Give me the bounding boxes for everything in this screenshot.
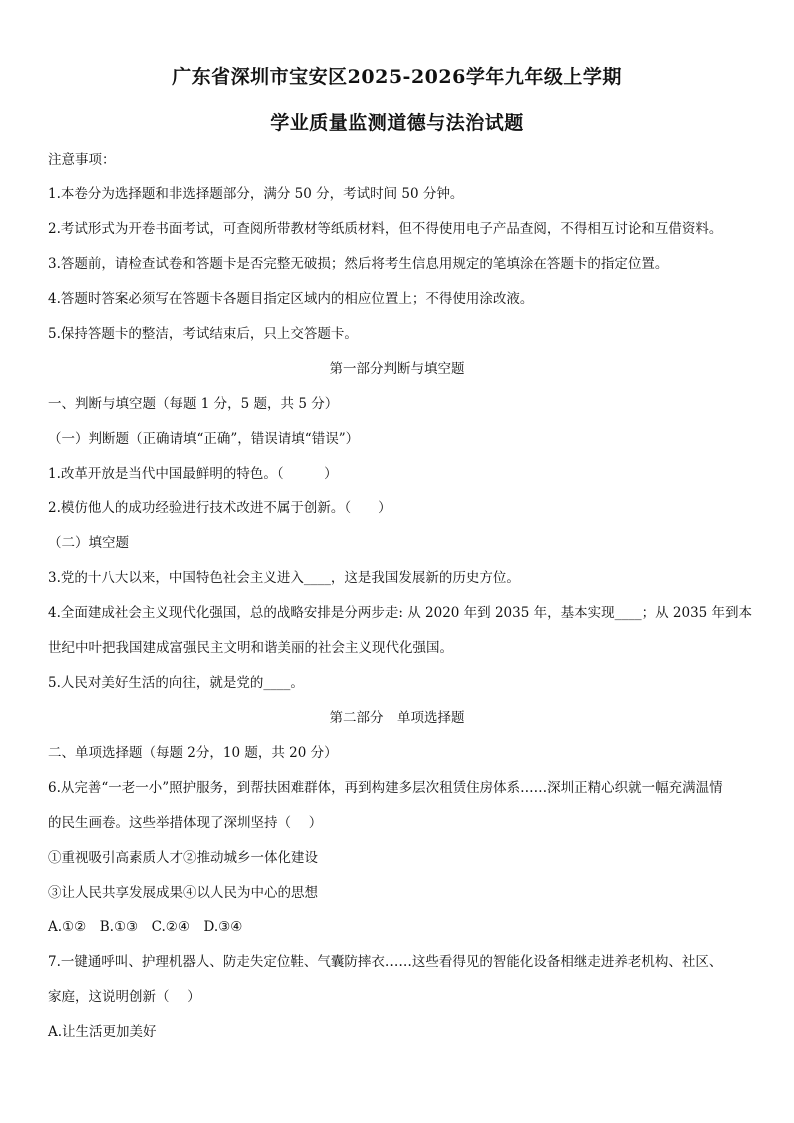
- question-6-choices: A.①② B.①③ C.②④ D.③④: [48, 919, 243, 935]
- note-item-1: 1.本卷分为选择题和非选择题部分，满分 50 分，考试时间 50 分钟。: [48, 186, 464, 202]
- note-item-2: 2.考试形式为开卷书面考试，可查阅所带教材等纸质材料，但不得使用电子产品查阅，不得相互讨论和互借资料。: [48, 221, 723, 237]
- document-title-line2: 学业质量监测道德与法治试题: [270, 112, 524, 134]
- question-6-line2: 的民生画卷。这些举措体现了深圳坚持（ ）: [48, 815, 323, 831]
- question-7-option-a: A.让生活更加美好: [48, 1024, 157, 1040]
- part2-section-title: 二、单项选择题（每题 2分，10 题，共 20 分）: [48, 745, 338, 761]
- question-6-line1: 6.从完善“一老一小”照护服务，到帮扶困难群体，再到构建多层次租赁住房体系……深圳正精心织就一幅充满温情: [48, 780, 723, 796]
- part2-heading: 第二部分 单项选择题: [329, 710, 465, 726]
- question-3: 3.党的十八大以来，中国特色社会主义进入____，这是我国发展新的历史方位。: [48, 570, 520, 586]
- note-item-3: 3.答题前，请检查试卷和答题卡是否完整无破损；然后将考生信息用规定的笔填涂在答题卡的指定位置。: [48, 256, 669, 272]
- judgement-subsection-title: （一）判断题（正确请填“正确”，错误请填“错误”）: [48, 431, 360, 447]
- question-2: 2.模仿他人的成功经验进行技术改进不属于创新。（ ）: [48, 500, 392, 516]
- question-4-line2: 世纪中叶把我国建成富强民主文明和谐美丽的社会主义现代化强国。: [48, 640, 453, 656]
- part1-section-title: 一、判断与填空题（每题 1 分，5 题，共 5 分）: [48, 396, 339, 412]
- part1-heading: 第一部分判断与填空题: [329, 361, 465, 377]
- document-title-line1: 广东省深圳市宝安区2025-2026学年九年级上学期: [172, 66, 622, 88]
- note-item-5: 5.保持答题卡的整洁，考试结束后，只上交答题卡。: [48, 326, 358, 342]
- question-4-line1: 4.全面建成社会主义现代化强国，总的战略安排是分两步走: 从 2020 年到 2035 年，基本实现____；从 2035 年到本: [48, 605, 753, 621]
- question-5: 5.人民对美好生活的向往，就是党的____。: [48, 675, 304, 691]
- question-7-line2: 家庭，这说明创新（ ）: [48, 989, 201, 1005]
- question-6-options-line1: ①重视吸引高素质人才②推动城乡一体化建设: [48, 850, 318, 866]
- question-7-line1: 7.一键通呼叫、护理机器人、防走失定位鞋、气囊防摔衣……这些看得见的智能化设备相继走进养老机构、社区、: [48, 954, 723, 970]
- question-1: 1.改革开放是当代中国最鲜明的特色。（ ）: [48, 466, 338, 482]
- fill-subsection-title: （二）填空题: [48, 535, 129, 551]
- question-6-options-line2: ③让人民共享发展成果④以人民为中心的思想: [48, 885, 318, 901]
- note-item-4: 4.答题时答案必须写在答题卡各题目指定区域内的相应位置上；不得使用涂改液。: [48, 291, 534, 307]
- notes-heading: 注意事项：: [48, 152, 116, 168]
